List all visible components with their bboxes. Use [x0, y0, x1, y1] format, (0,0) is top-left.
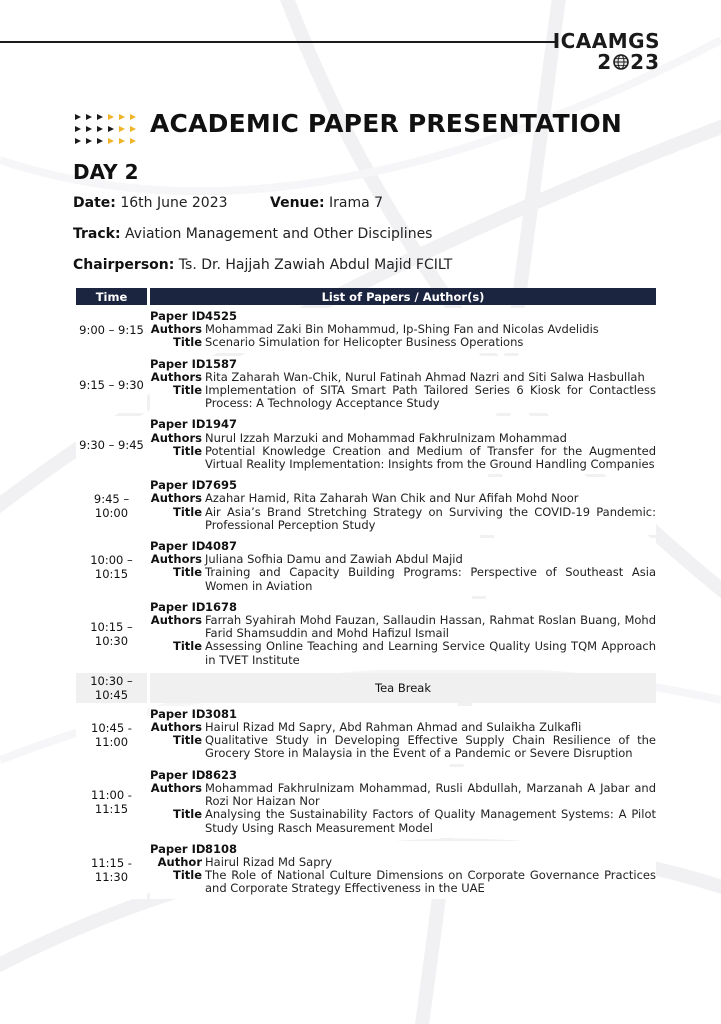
title-label: Title: [172, 504, 202, 519]
paper-details: [150, 769, 656, 835]
paper-id-label: Paper ID: [150, 706, 206, 721]
table-row: [76, 767, 656, 838]
title-value: The Role of National Culture Dimensions on Corporate Governance Practices and Corporate Strategy Effectiveness in the UAE: [205, 868, 656, 896]
paper-cell: [150, 308, 656, 353]
paper-cell: [150, 538, 656, 596]
break-time-cell: 10:30 –10:45: [76, 673, 147, 703]
title-label: Title: [172, 733, 202, 748]
authors-label: Authors: [150, 720, 202, 735]
time-column-header: Time: [76, 288, 147, 305]
paper-cell: [150, 841, 656, 899]
paper-id-label: Paper ID: [150, 309, 206, 323]
authors-label: Authors: [150, 780, 202, 795]
authors-label: Authors: [150, 491, 202, 506]
paper-id-label: Paper ID: [150, 841, 206, 856]
venue-line: [270, 195, 383, 211]
title-label: Title: [172, 868, 202, 883]
title-label: Title: [172, 443, 202, 458]
table-row: [76, 308, 656, 353]
paper-id-value: 1587: [205, 356, 238, 371]
paper-id-label: Paper ID: [150, 356, 206, 371]
title-value: Analysing the Sustainability Factors of Quality Management Systems: A Pilot Study Using Rasch Measurement Model: [205, 807, 656, 835]
authors-label: Authors: [150, 613, 202, 628]
globe-icon: [613, 54, 629, 70]
paper-id-value: 3081: [205, 706, 238, 721]
logo-name: ICAAMGS: [552, 29, 660, 53]
authors-value: Azahar Hamid, Rita Zaharah Wan Chik and Nur Afifah Mohd Noor: [205, 491, 579, 506]
paper-id-value: 1678: [205, 599, 238, 614]
time-cell: 9:00 – 9:15: [76, 308, 147, 353]
title-value: Air Asia’s Brand Stretching Strategy on Surviving the COVID-19 Pandemic: Professional Perception Study: [205, 504, 656, 532]
title-value: Implementation of SITA Smart Path Tailored Series 6 Kiosk for Contactless Process: A Technology Acceptance Study: [205, 383, 656, 411]
title-label: Title: [172, 565, 202, 580]
track-label: Track:: [73, 226, 121, 242]
papers-column-header: List of Papers / Author(s): [150, 288, 656, 305]
authors-label: Authors: [150, 430, 202, 445]
table-row: [76, 599, 656, 670]
paper-details: [150, 418, 656, 471]
paper-id-label: Paper ID: [150, 417, 206, 432]
chair-value: Ts. Dr. Hajjah Zawiah Abdul Majid FCILT: [178, 257, 453, 273]
paper-id-label: Paper ID: [150, 767, 206, 782]
paper-id-value: 1947: [205, 417, 238, 432]
title-label: Title: [172, 807, 202, 822]
paper-cell: [150, 416, 656, 474]
time-cell: 10:00 –10:15: [76, 538, 147, 596]
title-value: Scenario Simulation for Helicopter Business Operations: [205, 335, 524, 350]
authors-value: Hairul Rizad Md Sapry, Abd Rahman Ahmad and Sulaikha Zulkafli: [205, 720, 582, 735]
table-row: [76, 841, 656, 899]
time-cell: 10:45 - 11:00: [76, 706, 147, 764]
title-label: Title: [172, 383, 202, 398]
chair-line: [73, 257, 452, 273]
break-label-cell: Tea Break: [150, 673, 656, 703]
authors-value: Mohammad Zaki Bin Mohammud, Ip-Shing Fan and Nicolas Avdelidis: [205, 322, 599, 337]
authors-label: Authors: [150, 369, 202, 384]
page-title: ACADEMIC PAPER PRESENTATION: [150, 109, 622, 138]
title-value: Qualitative Study in Developing Effective Supply Chain Resilience of the Grocery Store in Malaysia in the Event of a Pandemic or Severe Disruption: [205, 733, 656, 761]
time-cell: 9:45 – 10:00: [76, 477, 147, 535]
paper-cell: [150, 706, 656, 764]
table-row: [76, 538, 656, 596]
paper-id-value: 8623: [205, 767, 238, 782]
paper-id-value: 4087: [205, 539, 238, 554]
chair-label: Chairperson:: [73, 257, 175, 273]
event-logo: [552, 26, 668, 74]
table-row: [76, 477, 656, 535]
schedule-table: [73, 285, 659, 902]
title-label: Title: [172, 639, 202, 654]
day-title: DAY 2: [73, 160, 139, 184]
venue-value: Irama 7: [329, 195, 384, 211]
paper-details: [150, 358, 656, 411]
logo-year-left: 2: [597, 50, 613, 74]
paper-id-value: 8108: [205, 841, 238, 856]
paper-id-label: Paper ID: [150, 539, 206, 554]
tea-break-row: [76, 673, 656, 703]
track-value: Aviation Management and Other Disciplines: [125, 226, 433, 242]
authors-label: Authors: [150, 552, 202, 567]
track-line: [73, 226, 432, 242]
paper-details: [150, 479, 656, 532]
arrows-icon: [75, 112, 145, 148]
paper-id-value: 4525: [205, 309, 238, 323]
date-value: 16th June 2023: [120, 195, 228, 211]
authors-value: Farrah Syahirah Mohd Fauzan, Sallaudin Hassan, Rahmat Roslan Buang, Mohd Farid Shamsuddin and Mohd Hafizul Ismail: [205, 613, 656, 641]
logo-year: [597, 50, 660, 74]
time-cell: 11:00 - 11:15: [76, 767, 147, 838]
authors-value: Mohammad Fakhrulnizam Mohammad, Rusli Abdullah, Marzanah A Jabar and Rozi Nor Haizan Nor: [205, 780, 656, 809]
paper-id-label: Paper ID: [150, 599, 206, 614]
authors-value: Nurul Izzah Marzuki and Mohammad Fakhrulnizam Mohammad: [205, 430, 567, 445]
paper-id-value: 7695: [205, 478, 238, 493]
title-value: Assessing Online Teaching and Learning Service Quality Using TQM Approach in TVET Institute: [205, 639, 656, 667]
time-cell: 9:15 – 9:30: [76, 356, 147, 414]
date-line: [73, 195, 228, 211]
authors-value: Hairul Rizad Md Sapry: [205, 854, 333, 869]
header-rule: [0, 41, 556, 43]
title-label: Title: [172, 335, 202, 350]
table-header-row: [76, 288, 656, 305]
venue-label: Venue:: [270, 195, 325, 211]
authors-label: Author: [157, 854, 202, 869]
table-row: [76, 706, 656, 764]
title-value: Potential Knowledge Creation and Medium of Transfer for the Augmented Virtual Reality Implementation: Insights from the Ground Handling Companies: [205, 443, 656, 472]
time-cell: 11:15 - 11:30: [76, 841, 147, 899]
date-label: Date:: [73, 195, 116, 211]
paper-details: [150, 540, 656, 593]
authors-value: Rita Zaharah Wan-Chik, Nurul Fatinah Ahmad Nazri and Siti Salwa Hasbullah: [205, 369, 645, 384]
paper-cell: [150, 477, 656, 535]
paper-details: [150, 843, 656, 896]
time-cell: 9:30 – 9:45: [76, 416, 147, 474]
paper-details: [150, 708, 656, 761]
paper-cell: [150, 767, 656, 838]
paper-details: [150, 601, 656, 667]
time-cell: 10:15 –10:30: [76, 599, 147, 670]
table-row: [76, 416, 656, 474]
paper-details: [150, 310, 656, 350]
title-value: Training and Capacity Building Programs: Perspective of Southeast Asia Women in Aviation: [205, 565, 656, 593]
authors-value: Juliana Sofhia Damu and Zawiah Abdul Majid: [205, 552, 463, 567]
authors-label: Authors: [150, 322, 202, 337]
paper-id-label: Paper ID: [150, 478, 206, 493]
logo-year-right: 23: [630, 50, 660, 74]
paper-cell: [150, 356, 656, 414]
table-row: [76, 356, 656, 414]
paper-cell: [150, 599, 656, 670]
